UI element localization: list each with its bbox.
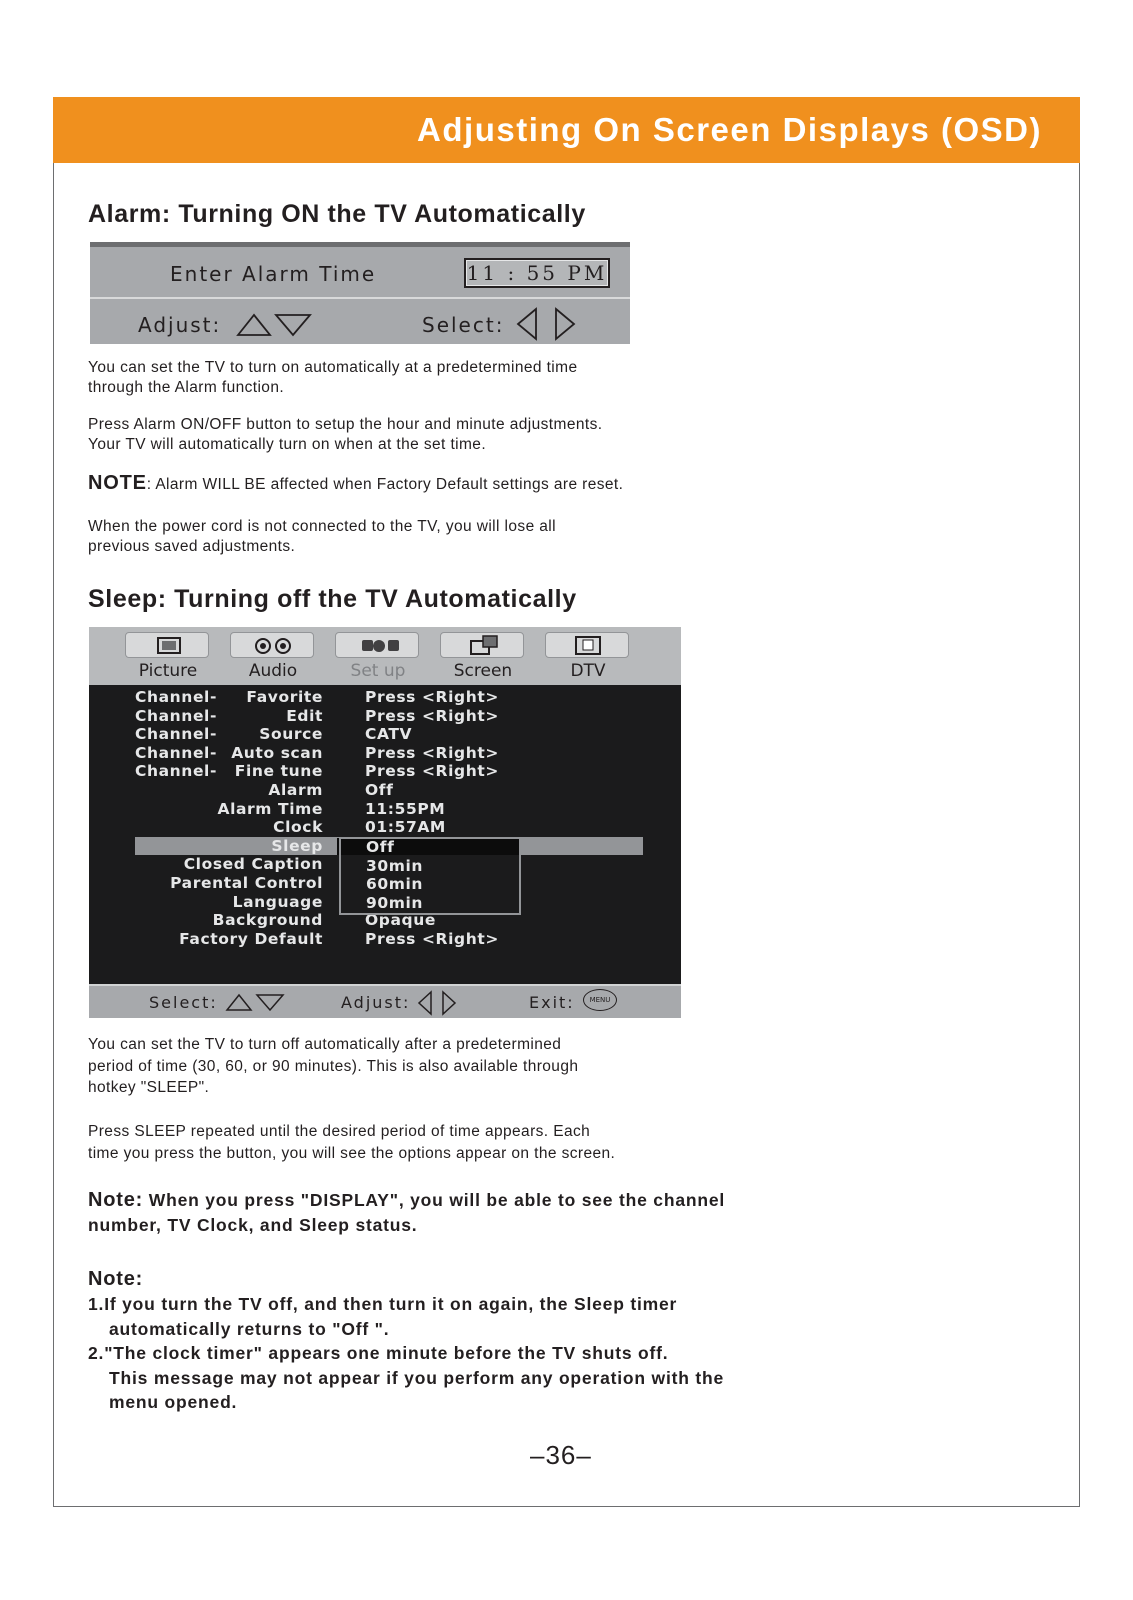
alarm-select-label: Select: xyxy=(422,313,505,337)
row-value: Press <Right> xyxy=(365,688,499,706)
note-label: Note: xyxy=(88,1268,144,1290)
tab-screen xyxy=(432,630,534,682)
alarm-heading: Alarm: Turning ON the TV Automatically xyxy=(88,200,586,228)
row-prefix: Channel- xyxy=(135,762,217,781)
row-label: Language xyxy=(232,892,323,911)
dropdown-option: 60min xyxy=(366,875,424,894)
alarm-adjust-label: Adjust: xyxy=(138,313,222,337)
footer-select-label: Select: xyxy=(149,993,218,1012)
menu-tab-bar xyxy=(89,627,681,685)
row-label: Background xyxy=(212,911,323,930)
note-item-line1: 1.If you turn the TV off, and then turn it on again, the Sleep timer xyxy=(88,1294,678,1314)
sleep-notes-list xyxy=(88,1292,724,1415)
note-item-line2: automatically returns to "Off ". xyxy=(109,1318,390,1339)
sleep-paragraph-1 xyxy=(88,1034,578,1099)
menu-button-icon: MENU xyxy=(583,989,617,1011)
alarm-osd-separator xyxy=(90,297,630,299)
row-label: Fine tune xyxy=(234,762,323,781)
sleep-para1-line2: period of time (30, 60, or 90 minutes). This is also available through xyxy=(88,1057,579,1075)
row-prefix: Channel- xyxy=(135,743,217,762)
tab-audio xyxy=(222,630,324,682)
note-display-line2: number, TV Clock, and Sleep status. xyxy=(88,1214,418,1235)
note-item-line2: This message may not appear if you perform any operation with the xyxy=(109,1367,725,1388)
menu-row xyxy=(89,744,681,763)
sleep-paragraph-2 xyxy=(88,1121,615,1164)
left-right-arrows-icon xyxy=(516,307,578,341)
menu-row xyxy=(89,930,681,949)
menu-footer xyxy=(89,984,681,1018)
row-value: Press <Right> xyxy=(365,762,499,781)
alarm-paragraph-1 xyxy=(88,358,577,397)
row-value: 01:57AM xyxy=(365,818,446,837)
note-item xyxy=(88,1292,724,1341)
row-label: Clock xyxy=(273,818,323,837)
row-prefix: Channel- xyxy=(135,725,217,744)
row-label: Favorite xyxy=(246,688,323,706)
row-label: Sleep xyxy=(271,836,323,855)
sleep-para2-line1: Press SLEEP repeated until the desired period of time appears. Each xyxy=(88,1123,591,1140)
row-label: Alarm xyxy=(268,781,323,799)
row-prefix: Channel- xyxy=(135,706,217,725)
footer-exit-label: Exit: xyxy=(529,993,575,1012)
sleep-note-2-heading xyxy=(88,1267,143,1292)
left-right-arrows-icon xyxy=(417,990,459,1016)
dropdown-option: 30min xyxy=(366,856,424,875)
row-label: Edit xyxy=(286,706,323,725)
alarm-para1-line1: You can set the TV to turn on automatically at a predetermined time xyxy=(88,359,578,376)
up-down-arrows-icon xyxy=(225,992,285,1012)
menu-row xyxy=(89,818,681,837)
alarm-para1-line2: through the Alarm function. xyxy=(88,378,285,396)
row-value: Opaque xyxy=(365,911,436,930)
setup-menu-screenshot xyxy=(89,627,681,1018)
page-number: –36– xyxy=(530,1440,592,1470)
tab-label-dtv: DTV xyxy=(570,661,606,681)
row-value: CATV xyxy=(365,725,413,744)
row-label: Factory Default xyxy=(179,929,323,948)
row-value: Press <Right> xyxy=(365,929,499,948)
up-down-arrows-icon xyxy=(236,311,312,337)
tab-label-screen: Screen xyxy=(453,661,513,681)
speaker-icon xyxy=(230,632,314,658)
row-value: Press <Right> xyxy=(365,743,499,762)
row-value: 11:55PM xyxy=(365,799,446,818)
alarm-note xyxy=(88,474,623,495)
alarm-para2-line1: Press Alarm ON/OFF button to setup the hour and minute adjustments. xyxy=(88,416,603,433)
footer-adjust-label: Adjust: xyxy=(341,993,411,1012)
alarm-osd-screenshot xyxy=(90,242,630,344)
sleep-para1-line1: You can set the TV to turn off automatically after a predetermined xyxy=(88,1036,562,1053)
dropdown-option: Off xyxy=(366,838,395,856)
alarm-para2-line2: Your TV will automatically turn on when at the set time. xyxy=(88,435,487,453)
row-label: Source xyxy=(259,725,323,744)
dtv-icon xyxy=(545,632,629,658)
sleep-options-dropdown xyxy=(339,837,521,915)
alarm-note-label: NOTE xyxy=(88,472,147,494)
alarm-para3-line2: previous saved adjustments. xyxy=(88,537,296,555)
tab-setup xyxy=(327,630,429,682)
menu-row xyxy=(89,781,681,800)
note-label: Note: xyxy=(88,1189,144,1211)
tab-label-setup: Set up xyxy=(350,661,406,681)
tab-label-picture: Picture xyxy=(138,661,198,681)
header-banner xyxy=(53,97,1080,163)
menu-row xyxy=(89,762,681,781)
row-prefix: Channel- xyxy=(135,688,217,706)
note-display-line1: When you press "DISPLAY", you will be able to see the channel xyxy=(143,1190,726,1210)
tab-label-audio: Audio xyxy=(248,661,298,681)
sleep-para1-line3: hotkey "SLEEP". xyxy=(88,1079,210,1096)
menu-row xyxy=(89,725,681,744)
alarm-time-value: 11 : 55 PM xyxy=(464,258,610,288)
row-label: Parental Control xyxy=(170,874,323,892)
alarm-note-text: : Alarm WILL BE affected when Factory Default settings are reset. xyxy=(146,476,624,493)
screen-icon xyxy=(440,632,524,658)
row-label: Auto scan xyxy=(231,743,323,762)
row-label: Alarm Time xyxy=(217,799,323,818)
alarm-paragraph-2 xyxy=(88,415,602,454)
note-item-line3: menu opened. xyxy=(109,1392,238,1412)
menu-row xyxy=(89,688,681,707)
row-value: Press <Right> xyxy=(365,706,499,725)
menu-row xyxy=(89,800,681,819)
alarm-para3-line1: When the power cord is not connected to the TV, you will lose all xyxy=(88,518,556,535)
note-item xyxy=(88,1341,724,1415)
row-value: Off xyxy=(365,781,394,799)
note-item-line1: 2."The clock timer" appears one minute before the TV shuts off. xyxy=(88,1343,669,1363)
page-title: Adjusting On Screen Displays (OSD) xyxy=(417,111,1042,148)
sleep-heading: Sleep: Turning off the TV Automatically xyxy=(88,585,577,613)
enter-alarm-time-label: Enter Alarm Time xyxy=(170,262,377,286)
picture-icon xyxy=(125,632,209,658)
tab-dtv xyxy=(537,630,639,682)
menu-row xyxy=(89,707,681,726)
row-label: Closed Caption xyxy=(183,855,323,874)
tab-picture xyxy=(117,630,219,682)
setup-icon xyxy=(335,632,419,658)
sleep-para2-line2: time you press the button, you will see the options appear on the screen. xyxy=(88,1144,616,1162)
dropdown-option: 90min xyxy=(366,893,424,912)
alarm-paragraph-3 xyxy=(88,517,556,556)
sleep-note-display xyxy=(88,1188,725,1237)
